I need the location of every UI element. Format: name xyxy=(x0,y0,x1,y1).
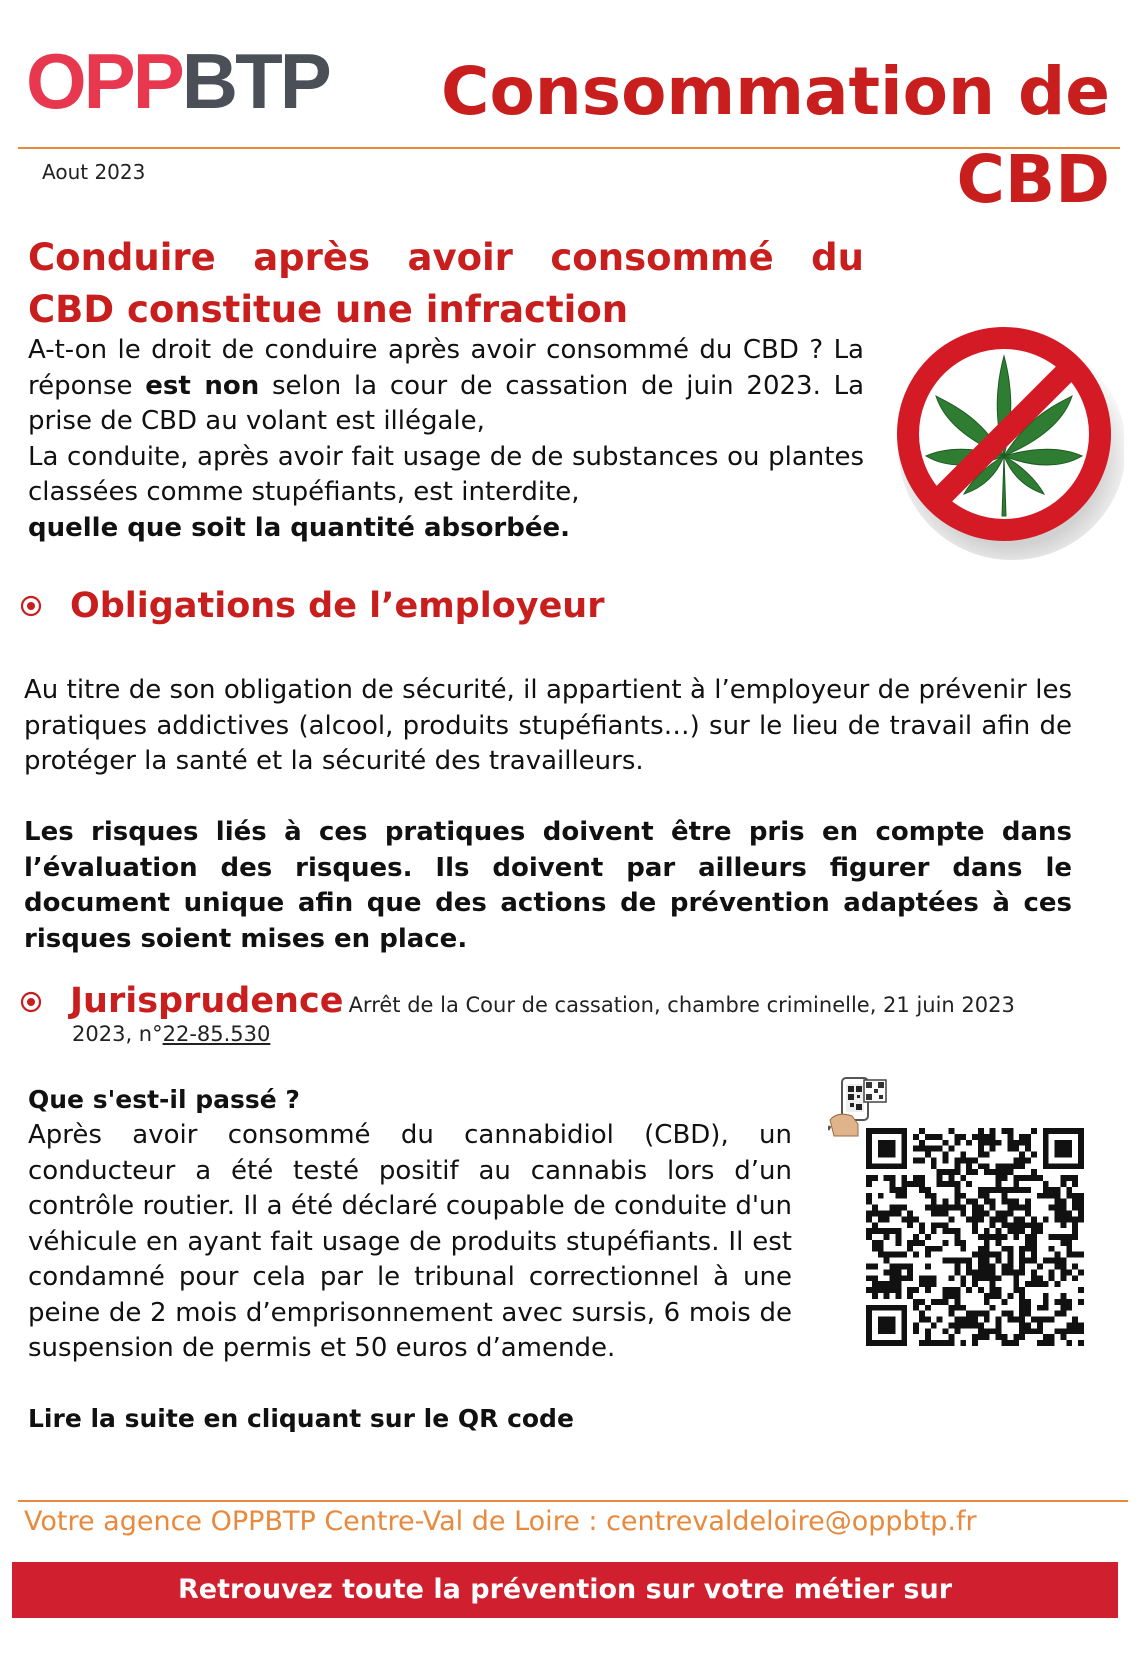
page-title: Consommation de CBD xyxy=(441,53,1110,218)
case-title: Que s'est-il passé ? xyxy=(28,1085,300,1114)
employer-heading: Obligations de l’employeur xyxy=(70,586,605,626)
publication-date: Aout 2023 xyxy=(42,160,146,184)
radio-bullet-icon xyxy=(20,991,42,1013)
infraction-p2: La conduite, après avoir fait usage de de substances ou plantes classées comme stupéfiants, est interdite, xyxy=(28,441,864,507)
bottom-divider xyxy=(18,1500,1128,1502)
no-cannabis-icon xyxy=(894,316,1124,564)
employer-risk-text: Les risques liés à ces pratiques doivent être pris en compte dans l’évaluation des risques. Ils doivent par ailleurs figurer dans le document unique afin que des actions de prévention adaptées à ces risques soient mises en place. xyxy=(24,817,1072,954)
top-divider xyxy=(18,147,1120,149)
logo-part-opp: OPP xyxy=(26,37,182,125)
juris-number-prefix: 2023, n° xyxy=(72,1022,163,1046)
infraction-p1-bold: est non xyxy=(145,370,260,401)
infraction-p2-bold: quelle que soit la quantité absorbée. xyxy=(28,512,571,543)
prevention-banner: Retrouvez toute la prévention sur votre métier sur www.preventionbtp.fr xyxy=(12,1562,1118,1618)
infraction-text xyxy=(28,333,864,546)
juris-heading-line xyxy=(70,979,1015,1023)
juris-number-link[interactable]: 22-85.530 xyxy=(162,1022,271,1046)
qr-code-icon[interactable] xyxy=(866,1128,1084,1346)
juris-reference: Arrêt de la Cour de cassation, chambre criminelle, 21 juin 2023 xyxy=(348,993,1015,1017)
juris-heading: Jurisprudence xyxy=(70,981,344,1021)
employer-text: Au titre de son obligation de sécurité, il appartient à l’employeur de prévenir les pratiques addictives (alcool, produits stupéfiants…) sur le lieu de travail afin de protéger la santé et la sécurité des travailleurs. xyxy=(24,675,1072,776)
oppbtp-logo xyxy=(26,37,329,125)
infraction-heading: Conduire après avoir consommé du CBD constitue une infraction xyxy=(28,236,864,331)
read-more-text: Lire la suite en cliquant sur le QR code xyxy=(28,1404,574,1433)
logo-part-btp: BTP xyxy=(181,37,329,125)
case-text: Après avoir consommé du cannabidiol (CBD), un conducteur a été testé positif au cannabis lors d’un contrôle routier. Il a été déclaré coupable de conduite d'un véhicule en ayant fait usage de produits stupéfiants. Il est condamné pour cela par le tribunal correctionnel à une peine de 2 mois d’emprisonnement avec sursis, 6 mois de suspension de permis et 50 euros d’amende. xyxy=(28,1120,792,1363)
radio-bullet-icon xyxy=(20,595,42,617)
infraction-p1-a: A-t-on le droit de conduire après avoir consommé du CBD ? La réponse xyxy=(28,335,864,401)
infraction-p1-b: selon la cour de cassation de juin 2023. La prise de CBD au volant est illégale, xyxy=(28,370,864,436)
juris-number-line xyxy=(72,1022,270,1046)
agency-contact: Votre agence OPPBTP Centre-Val de Loire : centrevaldeloire@oppbtp.fr xyxy=(24,1506,977,1537)
